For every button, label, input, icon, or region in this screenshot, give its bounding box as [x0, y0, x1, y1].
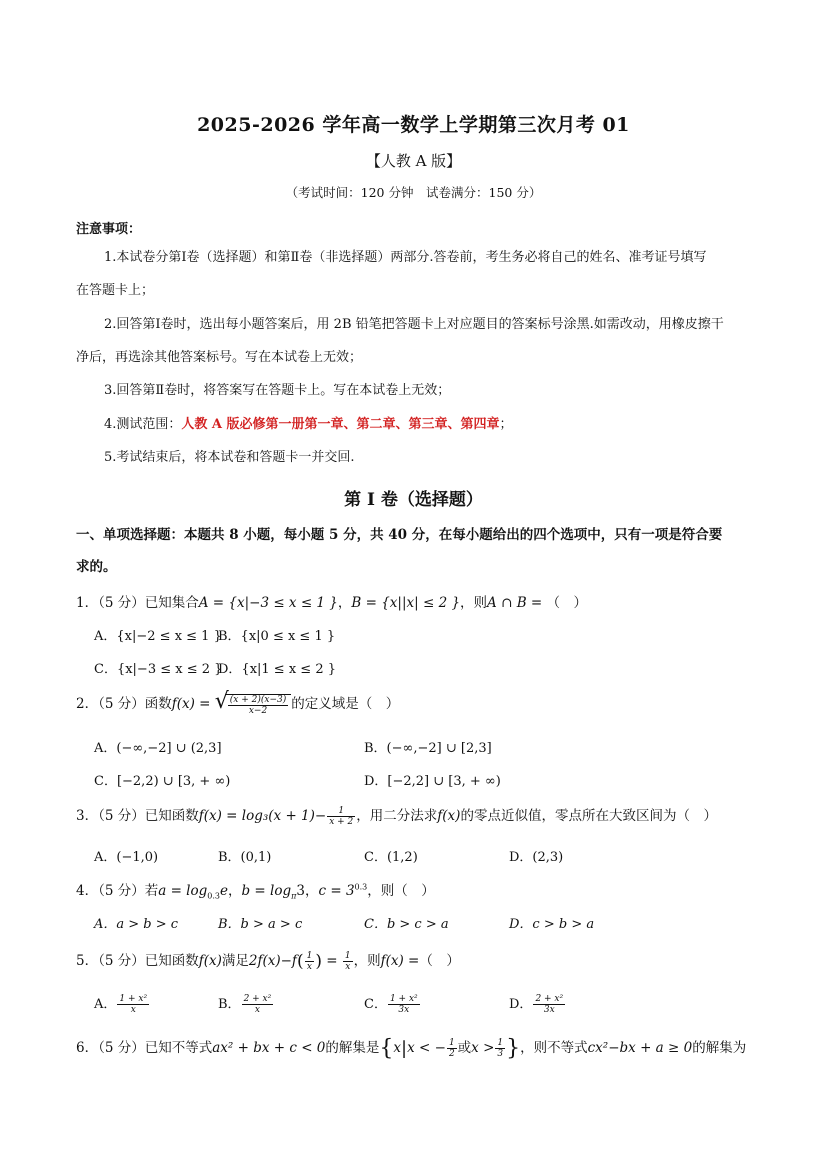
q6-set-var: x: [393, 1040, 402, 1056]
q4-option-c: C．b > c > a: [364, 917, 449, 932]
notice-item-4-prefix: 4.测试范围：: [104, 417, 182, 432]
q2-option-d: D．[−2,2] ∪ [3, + ∞): [364, 774, 501, 789]
q5-right-fraction: [343, 951, 353, 972]
q2-suffix: 的定义域是（ ）: [291, 696, 400, 712]
q5-option-d-fraction: [533, 994, 565, 1015]
q6-f1-den: 2: [448, 1049, 455, 1059]
q3-option-b: B．(0,1): [218, 850, 272, 865]
notice-item-1-line-2: 在答题卡上；: [76, 283, 155, 298]
q1-option-c: C．{x|−3 ≤ x ≤ 2 }: [94, 662, 223, 677]
test-scope: 人教 A 版必修第一册第一章、第二章、第三章、第四章: [181, 417, 500, 432]
q4-b-arg: 3: [296, 883, 305, 899]
q5-option-b-label: B．: [218, 997, 241, 1012]
question-5: 5．（5 分）已知函数f(x)满足2f(x)−f( $\frac{1}{x}$ ) = $\frac{1}{x}$ ，则f(x) =（ ）: [76, 951, 460, 972]
q6-f2-den: 3: [497, 1049, 504, 1059]
q3-fraction: [327, 806, 355, 827]
notice-item-1-line-1: 1.本试卷分第Ⅰ卷（选择题）和第Ⅱ卷（非选择题）两部分.答卷前，考生务必将自己的姓名、准考证号填写: [104, 250, 707, 265]
question-4: 4．（5 分）若$a = \log_{0.3}e$，$b = \log_\pi 3$，$c = 3^{0.3}$，则（ ）: [76, 882, 435, 901]
q2-prefix: 2．（5 分）函数: [76, 696, 172, 712]
notice-item-3: 3.回答第Ⅱ卷时，将答案写在答题卡上。写在本试卷上无效；: [104, 383, 451, 398]
q5-option-c-num: 1 + x²: [389, 994, 418, 1004]
q2-num: √ (x + 2)(x−3): [229, 694, 287, 705]
q3-option-a: A．(−1,0): [94, 850, 159, 865]
q5-option-c-label: C．: [364, 997, 387, 1012]
q1-option-b: B．{x|0 ≤ x ≤ 1 }: [218, 629, 336, 644]
q6-inequality-2: cx²−bx + a ≥ 0: [587, 1040, 693, 1056]
q5-option-d-label: D．: [509, 997, 533, 1012]
q4-a-arg: e: [220, 883, 228, 899]
section-title: 第 I 卷（选择题）: [344, 490, 483, 510]
notice-item-4: [104, 416, 513, 434]
q1-expr: A ∩ B =: [487, 595, 547, 611]
q1-option-d: D．{x|1 ≤ x ≤ 2 }: [218, 662, 336, 677]
q5-inner-num: 1: [306, 951, 313, 961]
notice-item-5: 5.考试结束后，将本试卷和答题卡一并交回.: [104, 450, 355, 465]
q6-cond-2: x >: [471, 1040, 495, 1056]
q2-func: f(x) =: [171, 696, 211, 712]
q3-mid: ，用二分法求: [356, 808, 438, 824]
q4-b-expr: b = log: [241, 883, 292, 899]
q5-eq-left: 2f(x)−f: [248, 953, 297, 969]
q5-mid: 满足: [221, 953, 249, 969]
q5-option-c-den: 3x: [398, 1005, 410, 1015]
section-instruction-line-1: 一、单项选择题：本题共 8 小题，每小题 5 分，共 40 分，在每小题给出的四个选项中，只有一项是符合要: [76, 527, 723, 543]
q1-mid: ，则: [460, 595, 488, 611]
q6-fraction-2: [495, 1038, 505, 1059]
q6-prefix: 6．（5 分）已知不等式: [76, 1040, 213, 1056]
q2-sqrt: [225, 694, 291, 716]
q5-option-d: [509, 993, 566, 1015]
q5-option-a-den: x: [130, 1005, 136, 1015]
q2-option-c: C．[−2,2) ∪ [3, + ∞): [94, 774, 231, 789]
q5-option-b-num: 2 + x²: [243, 994, 272, 1004]
q2-option-b: B．(−∞,−2] ∪ [2,3]: [364, 741, 492, 756]
q4-a-base: 0.3: [207, 891, 220, 901]
notice-item-2-line-2: 净后，再选涂其他答案标号。写在本试卷上无效；: [76, 350, 363, 365]
question-6: 6．（5 分）已知不等式ax² + bx + c < 0的解集是{x|x < − $\frac{1}{2}$ 或x > $\frac{1}{3}$ }，则不等式cx²−bx + a ≥ 0的解集为: [76, 1036, 747, 1061]
q4-prefix: 4．（5 分）若: [76, 883, 159, 899]
edition-label: 【人教 A 版】: [365, 152, 462, 170]
q4-c-exp: 0.3: [354, 882, 368, 892]
q5-right-den: x: [345, 962, 351, 972]
q5-option-a-label: A．: [94, 997, 117, 1012]
q5-inner-fraction: [305, 951, 315, 972]
q5-right-num: 1: [344, 951, 351, 961]
q4-c-expr: c = 3: [318, 883, 355, 899]
q5-ask: f(x) =: [380, 953, 420, 969]
q5-option-b-fraction: [242, 994, 274, 1015]
q1-suffix: （ ）: [546, 595, 588, 611]
q4-suffix: ，则（ ）: [367, 883, 435, 899]
q2-fraction: [228, 695, 288, 716]
q6-f1-num: 1: [448, 1038, 455, 1048]
q3-fx: f(x): [437, 808, 461, 824]
q5-option-a-fraction: [117, 994, 149, 1015]
q5-option-a: [94, 993, 150, 1015]
q6-then: ，则不等式: [520, 1040, 588, 1056]
q1-option-a: A．{x|−2 ≤ x ≤ 1 }: [94, 629, 222, 644]
q1-sep: ，: [337, 595, 352, 611]
q5-option-d-num: 2 + x²: [535, 994, 564, 1004]
exam-title: 2025-2026 学年高一数学上学期第三次月考 01: [197, 114, 630, 136]
q3-frac-num: 1: [327, 806, 355, 817]
exam-info: （考试时间：120 分钟 试卷满分：150 分）: [285, 185, 542, 200]
q1-prefix: 1．（5 分）已知集合: [76, 595, 199, 611]
q5-suffix: （ ）: [419, 953, 460, 969]
q5-then: ，则: [353, 953, 381, 969]
q5-option-d-den: 3x: [543, 1005, 555, 1015]
q4-option-d: D．c > b > a: [509, 917, 595, 932]
q3-prefix: 3．（5 分）已知函数: [76, 808, 199, 824]
q4-b-base: π: [291, 891, 297, 901]
q2-den: x−2: [248, 705, 268, 716]
q3-option-c: C．(1,2): [364, 850, 418, 865]
q3-frac-den: x + 2: [329, 817, 354, 827]
notice-item-2-line-1: 2.回答第Ⅰ卷时，选出每小题答案后，用 2B 铅笔把答题卡上对应题目的答案标号涂黑.如需改动，用橡皮擦干: [104, 317, 724, 332]
q5-prefix: 5．（5 分）已知函数: [76, 953, 199, 969]
q6-f2-num: 1: [497, 1038, 504, 1048]
question-1: [76, 591, 587, 611]
q3-func: f(x) = log₃(x + 1)−: [198, 808, 327, 824]
section-instruction-line-2: 求的。: [76, 559, 117, 575]
q1-set-b: B = {x||x| ≤ 2 }: [351, 595, 461, 611]
q5-option-b: [218, 993, 274, 1015]
q4-a-expr: a = log: [158, 883, 208, 899]
q6-fraction-1: [447, 1038, 457, 1059]
q6-cond-1: x < −: [407, 1040, 446, 1056]
q5-option-b-den: x: [254, 1005, 260, 1015]
q6-inequality: ax² + bx + c < 0: [212, 1040, 326, 1056]
question-2: [76, 692, 399, 716]
q5-inner-den: x: [306, 962, 312, 972]
q5-option-a-num: 1 + x²: [119, 994, 148, 1004]
q5-option-c: [364, 993, 421, 1015]
question-3: [76, 804, 717, 827]
notice-heading: 注意事项：: [76, 222, 142, 237]
notice-item-4-suffix: ；: [499, 417, 513, 432]
q6-suffix: 的解集为: [692, 1040, 747, 1056]
q3-option-d: D．(2,3): [509, 850, 564, 865]
q6-mid: 的解集是: [325, 1040, 380, 1056]
q6-or: 或: [457, 1040, 472, 1056]
q4-option-b: B．b > a > c: [218, 917, 303, 932]
q3-suffix: 的零点近似值，零点所在大致区间为（ ）: [460, 808, 717, 824]
q4-option-a: A．a > b > c: [94, 917, 179, 932]
q2-option-a: A．(−∞,−2] ∪ (2,3]: [94, 741, 222, 756]
q5-fx: f(x): [198, 953, 222, 969]
q1-set-a: A = {x|−3 ≤ x ≤ 1 }: [198, 595, 338, 611]
q5-option-c-fraction: [388, 994, 420, 1015]
